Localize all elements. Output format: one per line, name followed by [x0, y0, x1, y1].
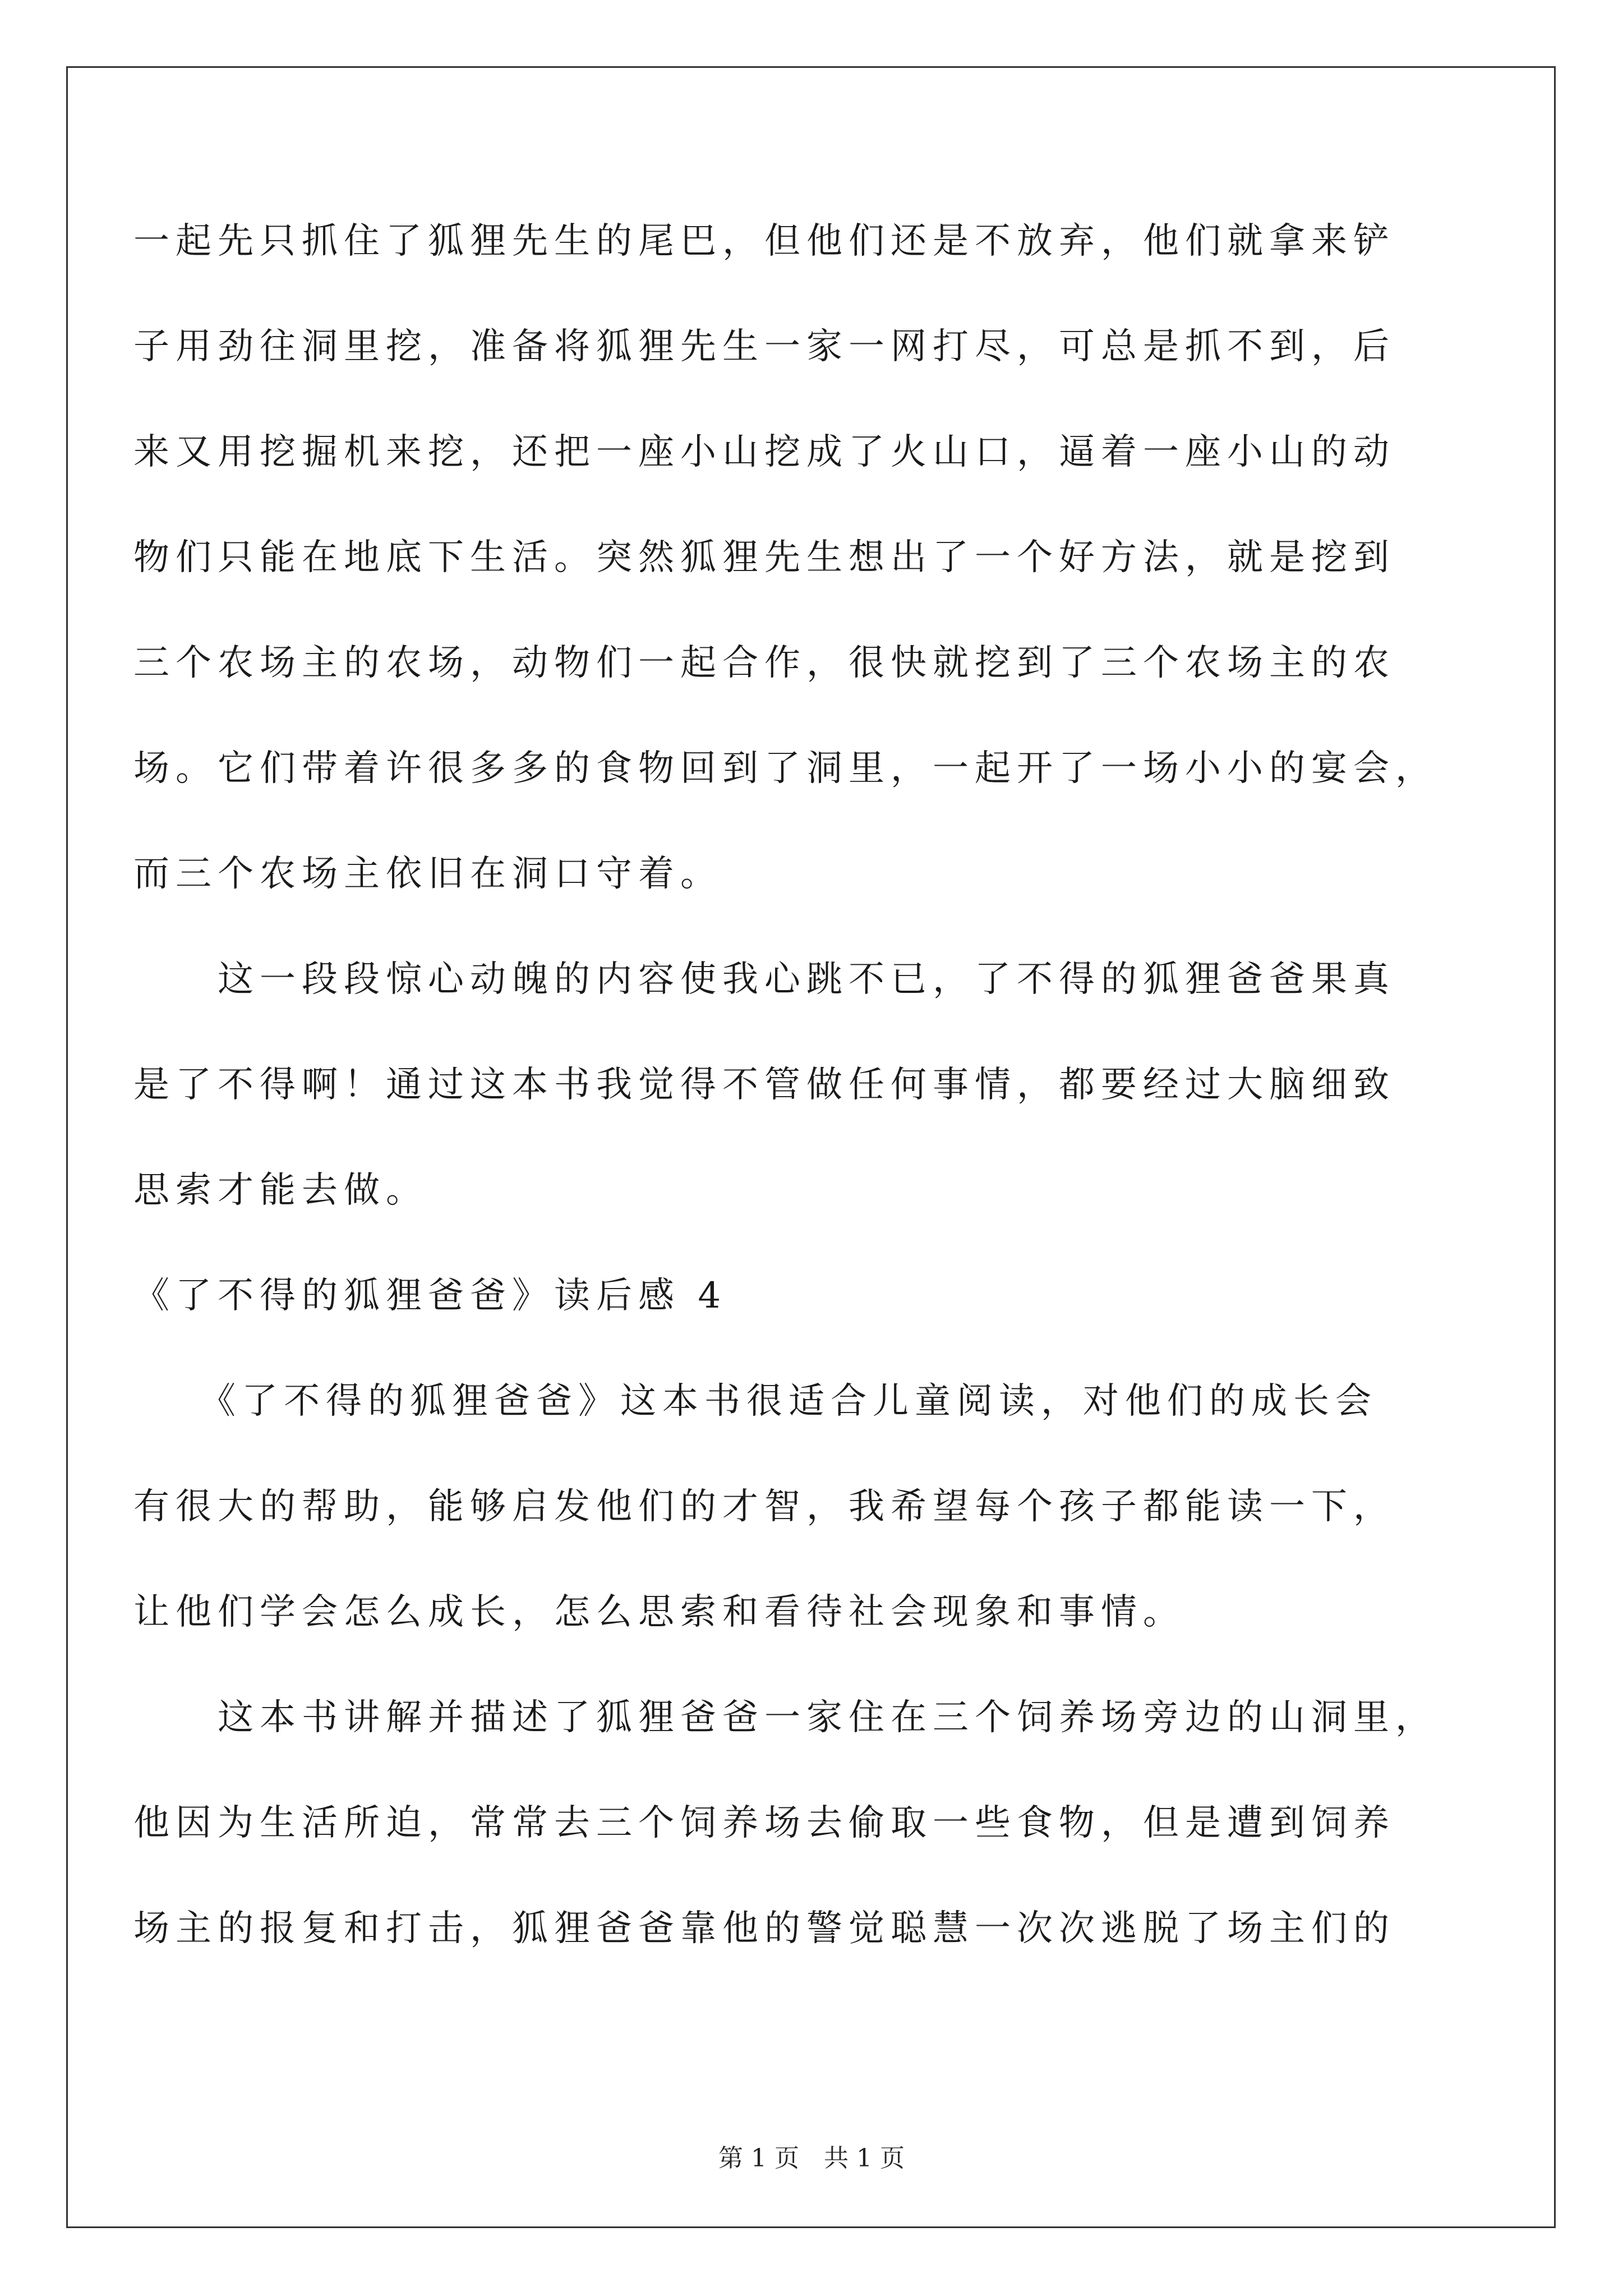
text-line: 场主的报复和打击，狐狸爸爸靠他的警觉聪慧一次次逃脱了场主们的 [133, 1908, 1395, 1949]
text-line: 子用劲往洞里挖，准备将狐狸先生一家一网打尽，可总是抓不到，后 [133, 326, 1395, 367]
text-line: 是了不得啊！通过这本书我觉得不管做任何事情，都要经过大脑细致 [133, 1064, 1395, 1106]
text-line: 来又用挖掘机来挖，还把一座小山挖成了火山口，逼着一座小山的动 [133, 431, 1395, 473]
text-line: 这本书讲解并描述了狐狸爸爸一家住在三个饲养场旁边的山洞里， [133, 1697, 1437, 1738]
text-line: 一起先只抓住了狐狸先生的尾巴，但他们还是不放弃，他们就拿来铲 [133, 220, 1395, 262]
text-line: 三个农场主的农场，动物们一起合作，很快就挖到了三个农场主的农 [133, 642, 1395, 684]
section-heading: 《了不得的狐狸爸爸》读后感 4 [133, 1275, 727, 1317]
text-line: 他因为生活所迫，常常去三个饲养场去偷取一些食物，但是遭到饲养 [133, 1802, 1395, 1844]
text-line: 思索才能去做。 [133, 1170, 428, 1211]
text-line: 这一段段惊心动魄的内容使我心跳不已，了不得的狐狸爸爸果真 [133, 959, 1395, 1000]
text-line: 物们只能在地底下生活。突然狐狸先生想出了一个好方法，就是挖到 [133, 537, 1395, 578]
text-line: 而三个农场主依旧在洞口守着。 [133, 853, 722, 895]
text-line: 有很大的帮助，能够启发他们的才智，我希望每个孩子都能读一下， [133, 1486, 1395, 1527]
page-border [66, 66, 1556, 2228]
page-footer: 第 1 页 共 1 页 [718, 2144, 905, 2173]
text-line: 《了不得的狐狸爸爸》这本书很适合儿童阅读，对他们的成长会 [133, 1381, 1377, 1422]
text-line: 让他们学会怎么成长，怎么思索和看待社会现象和事情。 [133, 1591, 1185, 1633]
text-line: 场。它们带着许很多多的食物回到了洞里，一起开了一场小小的宴会， [133, 748, 1437, 789]
